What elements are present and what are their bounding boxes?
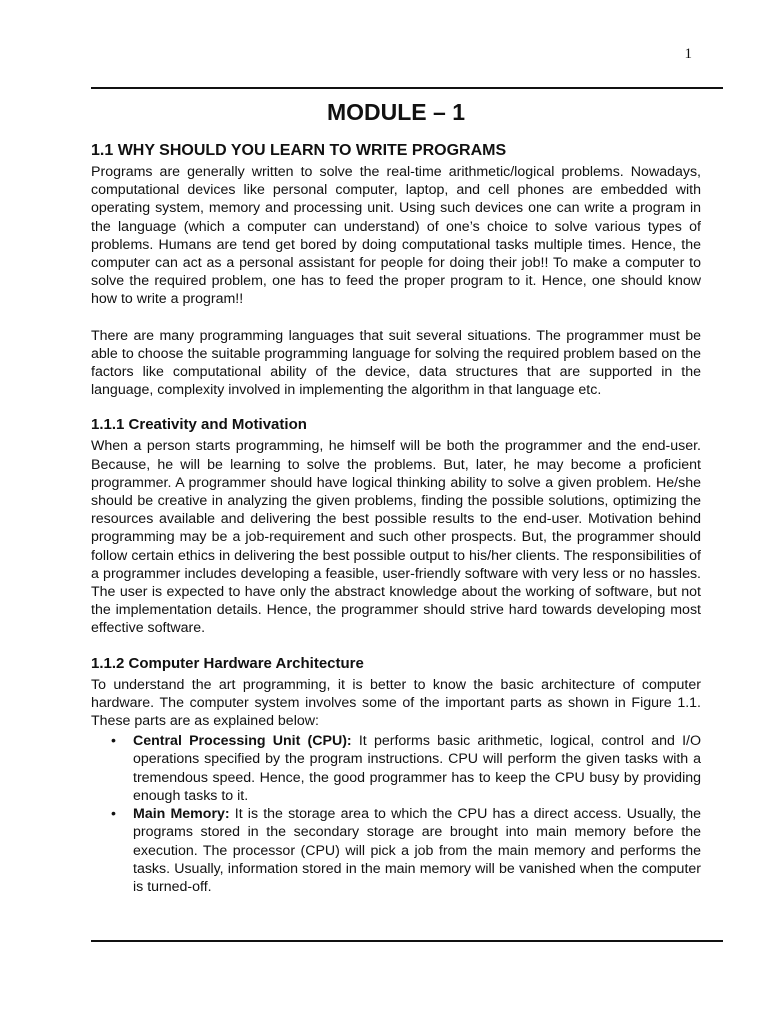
- paragraph: When a person starts programming, he himself will be both the programmer and the end-user. Because, he will be learning to solve the problems. But, later, he may become a proficient programmer. A programmer should have logical thinking ability to solve a given problem. He/she should be creative in analyzing the given problems, finding the possible solutions, optimizing the resources available and delivering the best possible results to the end-user. Motivation behind programming may be a job-requirement and such other prospects. But, the programmer should follow certain ethics in delivering the best possible output to his/her clients. The responsibilities of a programmer includes developing a feasible, user-friendly software with very less or no hassles. The user is expected to have only the abstract knowledge about the working of software, but not the implementation details. Hence, the programmer should strive hard towards developing most effective software.: [91, 438, 701, 637]
- list-item-text: It performs basic arithmetic, logical, control and I/O operations specified by the program instructions. CPU will perform the given tasks with a tremendous speed. Hence, the good programmer has to keep the CPU busy by providing enough tasks to it.: [133, 733, 701, 804]
- document-body: [91, 97, 701, 896]
- module-title: MODULE – 1: [326, 99, 466, 125]
- section-heading-1-1: 1.1 WHY SHOULD YOU LEARN TO WRITE PROGRAMS: [91, 142, 507, 159]
- list-item-term: Main Memory:: [133, 806, 230, 823]
- section-heading-1-1-2: 1.1.2 Computer Hardware Architecture: [91, 654, 364, 672]
- list-item-text: It is the storage area to which the CPU has a direct access. Usually, the programs stored in the secondary storage are brought into main memory before the execution. The processor (CPU) will pick a job from the main memory and performs the tasks. Usually, information stored in the main memory will be vanished when the computer is turned-off.: [133, 806, 701, 895]
- hardware-parts-list: [91, 732, 701, 896]
- page-number: 1: [684, 46, 692, 62]
- list-item-cpu: [111, 732, 701, 805]
- header-rule: [91, 87, 723, 89]
- paragraph: To understand the art programming, it is better to know the basic architecture of computer hardware. The computer system involves some of the important parts as shown in Figure 1.1. These parts are as explained below:: [91, 676, 701, 730]
- paragraph: Programs are generally written to solve the real-time arithmetic/logical problems. Nowadays, computational devices like personal computer, laptop, and cell phones are embedded with operating system, memory and processing unit. Using such devices one can write a program in the language (which a computer can understand) of one’s choice to solve various types of problems. Humans are tend get bored by doing computational tasks multiple times. Hence, the computer can act as a personal assistant for people for doing their job!! To make a computer to solve the required problem, one has to feed the proper program to it. Hence, one should know how to write a program!!: [91, 164, 701, 308]
- section-heading-1-1-1: 1.1.1 Creativity and Motivation: [91, 416, 307, 434]
- bullet-icon: •: [111, 733, 116, 750]
- footer-rule: [91, 940, 723, 942]
- paragraph: There are many programming languages that suit several situations. The programmer must be able to choose the suitable programming language for solving the required problem based on the factors like computational ability of the device, data structures that are supported in the language, complexity involved in implementing the algorithm in that language etc.: [91, 327, 701, 399]
- list-item-term: Central Processing Unit (CPU):: [133, 733, 352, 750]
- bullet-icon: •: [111, 806, 116, 823]
- list-item-main-memory: [111, 805, 701, 896]
